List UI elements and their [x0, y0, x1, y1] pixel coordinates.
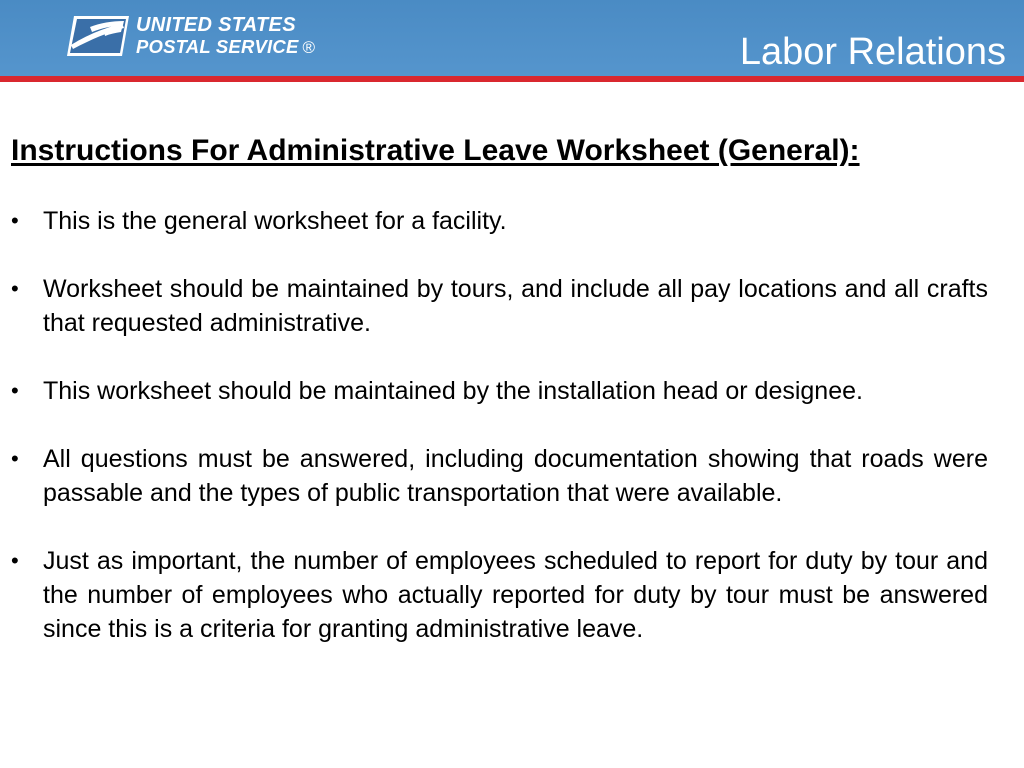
logo-wordmark [136, 15, 315, 58]
bullet-text: Just as important, the number of employees scheduled to report for duty by tour and the number of employees who actually reported for duty by tour must be answered since this is a criteria for granting administrative leave. [43, 547, 988, 643]
bullet-dot: • [11, 548, 19, 573]
bullet-item [11, 204, 988, 238]
bullet-item [11, 544, 988, 646]
logo-postal-service-text: POSTAL SERVICE [136, 35, 299, 57]
registered-mark: ® [302, 37, 316, 57]
logo-line-united-states: UNITED STATES [136, 13, 296, 36]
bullet-dot: • [11, 446, 19, 471]
bullet-item [11, 374, 988, 408]
section-title: Labor Relations [739, 31, 1006, 73]
usps-logo [66, 14, 315, 58]
bullet-item [11, 442, 988, 510]
bullet-list [11, 204, 988, 680]
logo-line-postal-service [136, 36, 315, 58]
bullet-dot: • [11, 208, 19, 233]
bullet-text: All questions must be answered, including documentation showing that roads were passable and the types of public transportation that were available. [43, 445, 988, 507]
bullet-dot: • [11, 276, 19, 301]
page-heading: Instructions For Administrative Leave Worksheet (General): [11, 134, 860, 167]
header-red-stripe [0, 76, 1024, 82]
bullet-text: This is the general worksheet for a facility. [43, 207, 507, 235]
bullet-text: This worksheet should be maintained by the installation head or designee. [43, 377, 863, 405]
bullet-item [11, 272, 988, 340]
bullet-text: Worksheet should be maintained by tours, and include all pay locations and all crafts that requested administrative. [43, 275, 988, 337]
eagle-logo-icon [66, 15, 130, 57]
bullet-dot: • [11, 378, 19, 403]
